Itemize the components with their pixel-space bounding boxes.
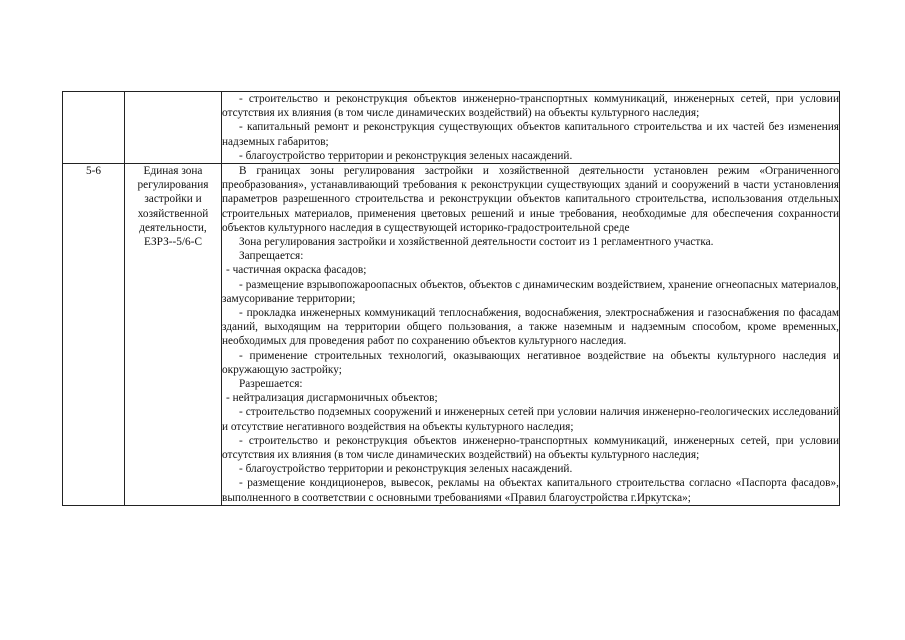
prohibited-heading: Запрещается: — [239, 250, 304, 263]
allowed-item: - благоустройство территории и реконструкция зеленых насаждений. — [239, 463, 573, 476]
allowed-item: - строительство подземных сооружений и инженерных сетей при условии наличия инженерно-геологических исследований и отсутствие негативного воздействия на объекты культурного наследия; — [222, 406, 839, 433]
regulation-item: - капитальный ремонт и реконструкция существующих объектов капитального строительства и их частей без изменения надземных габаритов; — [222, 121, 839, 148]
zone-number-cell — [63, 164, 125, 506]
zone-name-cell — [125, 92, 222, 164]
allowed-item: - размещение кондиционеров, вывесок, рекламы на объектах капитального строительства согласно «Паспорта фасадов», выполненного в соответствии с основными требованиями «Правил благоустройства г.Иркутска»; — [222, 477, 839, 504]
regulation-item: - благоустройство территории и реконструкция зеленых насаждений. — [239, 149, 573, 162]
prohibited-item: - частичная окраска фасадов; — [226, 264, 367, 277]
regulation-item: - строительство и реконструкция объектов инженерно-транспортных коммуникаций, инженерных сетей, при условии отсутствия их влияния (в том числе динамических воздействий) на объекты культурного наследия; — [222, 93, 839, 120]
allowed-item: - нейтрализация дисгармоничных объектов; — [226, 392, 438, 405]
zone-name: Единая зона регулирования застройки и хозяйственной деятельности, ЕЗРЗ--5/6-С — [137, 165, 209, 249]
zone-number-cell — [63, 92, 125, 164]
zone-regulations-cell — [222, 164, 840, 506]
zone-number: 5-6 — [85, 165, 102, 178]
zone-regulations-cell — [222, 92, 840, 164]
table-row — [63, 92, 840, 164]
allowed-heading: Разрешается: — [239, 378, 303, 391]
prohibited-item: - прокладка инженерных коммуникаций теплоснабжения, водоснабжения, электроснабжения и газоснабжения по фасадам зданий, выходящим на территории общего пользования, а также наземным и надземным способом, кроме временных, необходимых для проведения работ по сохранению объектов культурного наследия. — [222, 307, 839, 348]
prohibited-item: - размещение взрывопожароопасных объектов, объектов с динамическим воздействием, хранение огнеопасных материалов, замусоривание территории; — [222, 278, 839, 305]
regulations-table — [62, 91, 840, 506]
allowed-item: - строительство и реконструкция объектов инженерно-транспортных коммуникаций, инженерных сетей, при условии отсутствия их влияния (в том числе динамических воздействий) на объекты культурного наследия; — [222, 434, 839, 462]
prohibited-item: - применение строительных технологий, оказывающих негативное воздействие на объекты культурного наследия и окружающую застройку; — [222, 349, 839, 376]
zone-intro: В границах зоны регулирования застройки и хозяйственной деятельности установлен режим «Ограниченного преобразования», устанавливающий требования к реконструкции существующих зданий и сооружений в части установления параметров разрешенного строительства и реконструкции объектов капитального строительства, использования отдельных строительных материалов, применения цветовых решений и иные требования, необходимые для обеспечения сохранности объектов культурного наследия в существующей историко-градостроительной среде — [222, 165, 839, 234]
zone-name-cell — [125, 164, 222, 506]
zone-note: Зона регулирования застройки и хозяйственной деятельности состоит из 1 регламентного участка. — [239, 236, 714, 249]
table-row — [63, 164, 840, 506]
